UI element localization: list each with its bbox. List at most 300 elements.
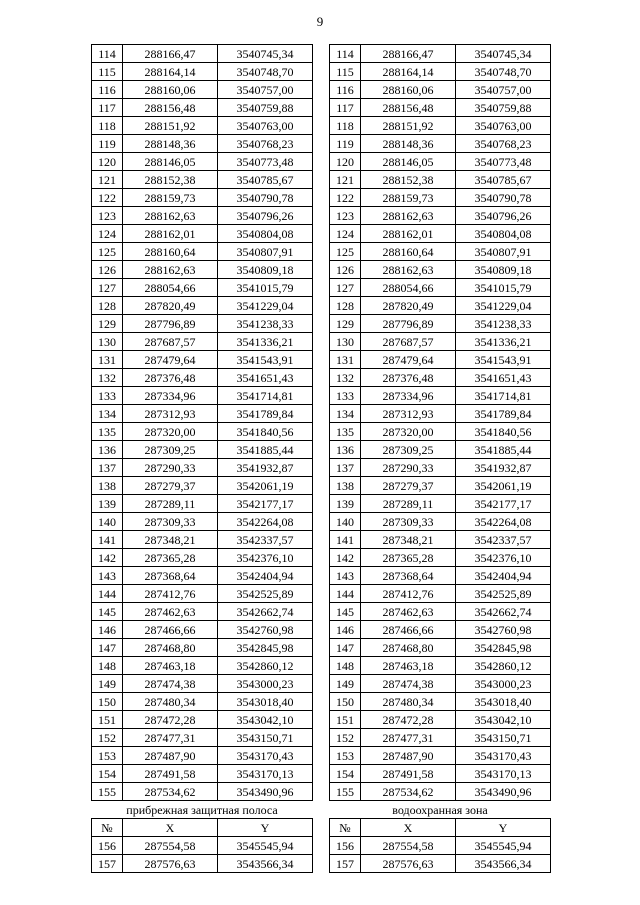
table-row <box>330 279 551 297</box>
x-coordinate-cell: 288166,47 <box>123 45 218 63</box>
table-row <box>330 513 551 531</box>
point-number-cell: 129 <box>92 315 123 333</box>
x-coordinate-cell: 287309,25 <box>123 441 218 459</box>
point-number-cell: 118 <box>330 117 361 135</box>
table-row <box>92 441 313 459</box>
table-row <box>92 495 313 513</box>
x-coordinate-cell: 287474,38 <box>123 675 218 693</box>
x-coordinate-cell: 287368,64 <box>123 567 218 585</box>
x-coordinate-cell: 287309,33 <box>123 513 218 531</box>
x-coordinate-cell: 287491,58 <box>361 765 456 783</box>
x-coordinate-cell: 287687,57 <box>361 333 456 351</box>
x-coordinate-cell: 288162,63 <box>123 261 218 279</box>
x-coordinate-cell: 287534,62 <box>123 783 218 801</box>
x-coordinate-cell: 287312,93 <box>361 405 456 423</box>
point-number-cell: 134 <box>92 405 123 423</box>
point-number-cell: 150 <box>92 693 123 711</box>
point-number-cell: 120 <box>92 153 123 171</box>
point-number-cell: 119 <box>330 135 361 153</box>
table-row <box>92 747 313 765</box>
table-row <box>330 783 551 801</box>
table-row <box>92 639 313 657</box>
y-coordinate-cell: 3540748,70 <box>456 63 551 81</box>
x-coordinate-cell: 287487,90 <box>361 747 456 765</box>
x-coordinate-cell: 287368,64 <box>361 567 456 585</box>
point-number-cell: 118 <box>92 117 123 135</box>
y-coordinate-cell: 3542376,10 <box>456 549 551 567</box>
x-coordinate-cell: 287576,63 <box>361 855 456 873</box>
table-row <box>330 423 551 441</box>
x-coordinate-cell: 287334,96 <box>123 387 218 405</box>
table-row <box>330 855 551 873</box>
y-coordinate-cell: 3542404,94 <box>218 567 313 585</box>
y-coordinate-cell: 3543170,13 <box>456 765 551 783</box>
y-coordinate-cell: 3542177,17 <box>456 495 551 513</box>
x-coordinate-cell: 287320,00 <box>123 423 218 441</box>
table-row <box>330 549 551 567</box>
y-coordinate-cell: 3543018,40 <box>218 693 313 711</box>
x-coordinate-cell: 287468,80 <box>123 639 218 657</box>
x-coordinate-cell: 287365,28 <box>123 549 218 567</box>
x-coordinate-cell: 287348,21 <box>123 531 218 549</box>
table-row <box>330 225 551 243</box>
point-number-cell: 124 <box>330 225 361 243</box>
table-row <box>92 603 313 621</box>
table-row <box>330 567 551 585</box>
table-row <box>330 729 551 747</box>
y-coordinate-cell: 3543000,23 <box>218 675 313 693</box>
x-coordinate-cell: 287491,58 <box>123 765 218 783</box>
point-number-cell: 137 <box>330 459 361 477</box>
y-coordinate-cell: 3540796,26 <box>218 207 313 225</box>
y-coordinate-cell: 3541336,21 <box>218 333 313 351</box>
x-coordinate-cell: 287376,48 <box>361 369 456 387</box>
x-coordinate-cell: 288146,05 <box>123 153 218 171</box>
y-coordinate-cell: 3540807,91 <box>218 243 313 261</box>
x-coordinate-cell: 287334,96 <box>361 387 456 405</box>
x-coordinate-cell: 287474,38 <box>361 675 456 693</box>
point-number-cell: 138 <box>92 477 123 495</box>
table-row <box>92 315 313 333</box>
table-row <box>330 189 551 207</box>
x-coordinate-cell: 288164,14 <box>361 63 456 81</box>
y-coordinate-cell: 3540804,08 <box>456 225 551 243</box>
point-number-cell: 120 <box>330 153 361 171</box>
table-row <box>92 693 313 711</box>
table-row <box>92 99 313 117</box>
point-number-cell: 124 <box>92 225 123 243</box>
x-coordinate-cell: 288162,63 <box>361 207 456 225</box>
table-row <box>330 171 551 189</box>
point-number-cell: 142 <box>92 549 123 567</box>
point-number-cell: 134 <box>330 405 361 423</box>
x-coordinate-cell: 287472,28 <box>361 711 456 729</box>
y-coordinate-cell: 3540790,78 <box>456 189 551 207</box>
table-row <box>330 585 551 603</box>
x-coordinate-cell: 287820,49 <box>123 297 218 315</box>
x-coordinate-cell: 287412,76 <box>361 585 456 603</box>
y-coordinate-cell: 3540759,88 <box>218 99 313 117</box>
y-coordinate-cell: 3542662,74 <box>218 603 313 621</box>
y-coordinate-cell: 3542860,12 <box>456 657 551 675</box>
y-coordinate-cell: 3541651,43 <box>456 369 551 387</box>
y-coordinate-cell: 3541015,79 <box>456 279 551 297</box>
point-number-cell: 148 <box>92 657 123 675</box>
point-number-cell: 139 <box>330 495 361 513</box>
x-coordinate-cell: 287554,58 <box>361 837 456 855</box>
section-caption-row <box>330 801 551 819</box>
y-coordinate-cell: 3543042,10 <box>218 711 313 729</box>
point-number-cell: 136 <box>92 441 123 459</box>
point-number-cell: 125 <box>330 243 361 261</box>
point-number-cell: 127 <box>330 279 361 297</box>
x-coordinate-cell: 288152,38 <box>123 171 218 189</box>
table-row <box>330 531 551 549</box>
point-number-cell: 123 <box>92 207 123 225</box>
table-row <box>330 81 551 99</box>
x-coordinate-cell: 287820,49 <box>361 297 456 315</box>
x-coordinate-cell: 287365,28 <box>361 549 456 567</box>
table-row <box>330 621 551 639</box>
point-number-cell: 123 <box>330 207 361 225</box>
x-coordinate-cell: 287309,25 <box>361 441 456 459</box>
table-row <box>92 351 313 369</box>
x-coordinate-cell: 288156,48 <box>123 99 218 117</box>
point-number-cell: 135 <box>92 423 123 441</box>
y-coordinate-cell: 3540796,26 <box>456 207 551 225</box>
table-row <box>92 459 313 477</box>
x-coordinate-cell: 287289,11 <box>361 495 456 513</box>
table-row <box>330 333 551 351</box>
point-number-cell: 116 <box>330 81 361 99</box>
point-number-cell: 147 <box>330 639 361 657</box>
y-coordinate-cell: 3542845,98 <box>218 639 313 657</box>
y-column-header: Y <box>218 819 313 837</box>
point-number-cell: 122 <box>330 189 361 207</box>
x-coordinate-cell: 287796,89 <box>361 315 456 333</box>
x-coordinate-cell: 287312,93 <box>123 405 218 423</box>
table-row <box>330 297 551 315</box>
table-row <box>92 621 313 639</box>
y-coordinate-cell: 3543018,40 <box>456 693 551 711</box>
x-coordinate-cell: 287479,64 <box>361 351 456 369</box>
point-number-cell: 138 <box>330 477 361 495</box>
y-coordinate-cell: 3540745,34 <box>456 45 551 63</box>
coordinates-table-left <box>91 44 313 873</box>
y-coordinate-cell: 3540748,70 <box>218 63 313 81</box>
point-number-cell: 139 <box>92 495 123 513</box>
y-coordinate-cell: 3541840,56 <box>218 423 313 441</box>
y-coordinate-cell: 3540757,00 <box>218 81 313 99</box>
table-row <box>330 63 551 81</box>
y-coordinate-cell: 3541238,33 <box>456 315 551 333</box>
x-coordinate-cell: 287462,63 <box>361 603 456 621</box>
point-number-cell: 153 <box>330 747 361 765</box>
x-coordinate-cell: 287279,37 <box>123 477 218 495</box>
point-number-cell: 119 <box>92 135 123 153</box>
point-number-cell: 149 <box>92 675 123 693</box>
x-coordinate-cell: 288162,63 <box>361 261 456 279</box>
table-row <box>330 315 551 333</box>
table-row <box>330 495 551 513</box>
x-coordinate-cell: 288166,47 <box>361 45 456 63</box>
table-row <box>92 765 313 783</box>
y-coordinate-cell: 3543000,23 <box>456 675 551 693</box>
point-number-cell: 154 <box>92 765 123 783</box>
point-number-cell: 145 <box>92 603 123 621</box>
point-number-cell: 157 <box>92 855 123 873</box>
point-number-cell: 117 <box>330 99 361 117</box>
x-coordinate-cell: 287279,37 <box>361 477 456 495</box>
point-number-cell: 156 <box>330 837 361 855</box>
point-number-cell: 127 <box>92 279 123 297</box>
point-number-cell: 144 <box>92 585 123 603</box>
x-coordinate-cell: 287290,33 <box>361 459 456 477</box>
point-number-cell: 151 <box>92 711 123 729</box>
point-number-cell: 125 <box>92 243 123 261</box>
point-number-cell: 140 <box>330 513 361 531</box>
y-coordinate-cell: 3543170,13 <box>218 765 313 783</box>
y-coordinate-cell: 3541336,21 <box>456 333 551 351</box>
x-coordinate-cell: 287348,21 <box>361 531 456 549</box>
y-coordinate-cell: 3543170,43 <box>456 747 551 765</box>
x-column-header: X <box>123 819 218 837</box>
x-coordinate-cell: 287468,80 <box>361 639 456 657</box>
table-row <box>92 531 313 549</box>
y-coordinate-cell: 3542760,98 <box>456 621 551 639</box>
y-column-header: Y <box>456 819 551 837</box>
table-row <box>92 549 313 567</box>
y-coordinate-cell: 3542061,19 <box>456 477 551 495</box>
point-number-cell: 149 <box>330 675 361 693</box>
point-number-cell: 114 <box>330 45 361 63</box>
table-row <box>92 675 313 693</box>
point-number-cell: 133 <box>330 387 361 405</box>
table-row <box>92 711 313 729</box>
y-coordinate-cell: 3541238,33 <box>218 315 313 333</box>
y-coordinate-cell: 3540809,18 <box>456 261 551 279</box>
y-coordinate-cell: 3540763,00 <box>456 117 551 135</box>
y-coordinate-cell: 3542264,08 <box>218 513 313 531</box>
table-row <box>92 189 313 207</box>
point-number-cell: 152 <box>330 729 361 747</box>
point-number-cell: 135 <box>330 423 361 441</box>
point-number-cell: 121 <box>330 171 361 189</box>
table-row <box>330 243 551 261</box>
point-number-cell: 133 <box>92 387 123 405</box>
table-row <box>330 351 551 369</box>
point-number-cell: 126 <box>92 261 123 279</box>
table-row <box>330 441 551 459</box>
y-coordinate-cell: 3543490,96 <box>218 783 313 801</box>
table-row <box>330 207 551 225</box>
y-coordinate-cell: 3542760,98 <box>218 621 313 639</box>
table-body <box>92 45 313 873</box>
number-column-header: № <box>330 819 361 837</box>
table-row <box>92 567 313 585</box>
x-coordinate-cell: 287477,31 <box>361 729 456 747</box>
y-coordinate-cell: 3541714,81 <box>456 387 551 405</box>
y-coordinate-cell: 3540763,00 <box>218 117 313 135</box>
y-coordinate-cell: 3545545,94 <box>218 837 313 855</box>
table-row <box>330 459 551 477</box>
x-coordinate-cell: 287320,00 <box>361 423 456 441</box>
point-number-cell: 136 <box>330 441 361 459</box>
table-row <box>92 117 313 135</box>
point-number-cell: 146 <box>330 621 361 639</box>
x-coordinate-cell: 287462,63 <box>123 603 218 621</box>
y-coordinate-cell: 3541229,04 <box>456 297 551 315</box>
point-number-cell: 131 <box>92 351 123 369</box>
table-row <box>92 783 313 801</box>
point-number-cell: 144 <box>330 585 361 603</box>
table-row <box>92 207 313 225</box>
point-number-cell: 157 <box>330 855 361 873</box>
y-coordinate-cell: 3541651,43 <box>218 369 313 387</box>
page-number: 9 <box>316 14 324 29</box>
x-coordinate-cell: 288156,48 <box>361 99 456 117</box>
y-coordinate-cell: 3540759,88 <box>456 99 551 117</box>
point-number-cell: 143 <box>92 567 123 585</box>
table-row <box>330 765 551 783</box>
point-number-cell: 153 <box>92 747 123 765</box>
y-coordinate-cell: 3541885,44 <box>456 441 551 459</box>
point-number-cell: 155 <box>330 783 361 801</box>
point-number-cell: 132 <box>330 369 361 387</box>
x-coordinate-cell: 288151,92 <box>123 117 218 135</box>
point-number-cell: 132 <box>92 369 123 387</box>
table-row <box>92 405 313 423</box>
table-row <box>92 279 313 297</box>
x-coordinate-cell: 287796,89 <box>123 315 218 333</box>
point-number-cell: 130 <box>92 333 123 351</box>
y-coordinate-cell: 3540790,78 <box>218 189 313 207</box>
y-coordinate-cell: 3540804,08 <box>218 225 313 243</box>
point-number-cell: 156 <box>92 837 123 855</box>
y-coordinate-cell: 3541789,84 <box>456 405 551 423</box>
x-coordinate-cell: 287576,63 <box>123 855 218 873</box>
y-coordinate-cell: 3541015,79 <box>218 279 313 297</box>
point-number-cell: 150 <box>330 693 361 711</box>
table-body <box>330 45 551 873</box>
table-row <box>92 297 313 315</box>
coordinates-table-right <box>329 44 551 873</box>
y-coordinate-cell: 3542860,12 <box>218 657 313 675</box>
point-number-cell: 151 <box>330 711 361 729</box>
point-number-cell: 154 <box>330 765 361 783</box>
point-number-cell: 128 <box>330 297 361 315</box>
point-number-cell: 141 <box>330 531 361 549</box>
point-number-cell: 140 <box>92 513 123 531</box>
table-row <box>92 63 313 81</box>
x-coordinate-cell: 288160,06 <box>361 81 456 99</box>
y-coordinate-cell: 3542061,19 <box>218 477 313 495</box>
y-coordinate-cell: 3542845,98 <box>456 639 551 657</box>
x-coordinate-cell: 287466,66 <box>361 621 456 639</box>
y-coordinate-cell: 3542525,89 <box>456 585 551 603</box>
y-coordinate-cell: 3541789,84 <box>218 405 313 423</box>
table-row <box>92 387 313 405</box>
x-coordinate-cell: 288162,01 <box>361 225 456 243</box>
y-coordinate-cell: 3541229,04 <box>218 297 313 315</box>
point-number-cell: 122 <box>92 189 123 207</box>
table-row <box>330 387 551 405</box>
section-caption: прибрежная защитная полоса <box>92 801 313 819</box>
table-row <box>330 99 551 117</box>
y-coordinate-cell: 3542337,57 <box>218 531 313 549</box>
point-number-cell: 145 <box>330 603 361 621</box>
x-coordinate-cell: 287289,11 <box>123 495 218 513</box>
x-coordinate-cell: 287554,58 <box>123 837 218 855</box>
table-row <box>92 81 313 99</box>
table-row <box>92 855 313 873</box>
table-row <box>92 261 313 279</box>
point-number-cell: 129 <box>330 315 361 333</box>
y-coordinate-cell: 3542662,74 <box>456 603 551 621</box>
y-coordinate-cell: 3540785,67 <box>218 171 313 189</box>
y-coordinate-cell: 3542525,89 <box>218 585 313 603</box>
table-row <box>92 225 313 243</box>
x-coordinate-cell: 288162,63 <box>123 207 218 225</box>
x-coordinate-cell: 287487,90 <box>123 747 218 765</box>
x-coordinate-cell: 288160,06 <box>123 81 218 99</box>
point-number-cell: 152 <box>92 729 123 747</box>
point-number-cell: 137 <box>92 459 123 477</box>
point-number-cell: 143 <box>330 567 361 585</box>
y-coordinate-cell: 3543150,71 <box>456 729 551 747</box>
y-coordinate-cell: 3543042,10 <box>456 711 551 729</box>
x-coordinate-cell: 288151,92 <box>361 117 456 135</box>
y-coordinate-cell: 3540807,91 <box>456 243 551 261</box>
x-coordinate-cell: 288148,36 <box>123 135 218 153</box>
header-row <box>92 819 313 837</box>
y-coordinate-cell: 3540785,67 <box>456 171 551 189</box>
table-row <box>92 333 313 351</box>
table-row <box>330 639 551 657</box>
point-number-cell: 141 <box>92 531 123 549</box>
x-coordinate-cell: 288162,01 <box>123 225 218 243</box>
y-coordinate-cell: 3543490,96 <box>456 783 551 801</box>
table-row <box>92 369 313 387</box>
point-number-cell: 115 <box>330 63 361 81</box>
y-coordinate-cell: 3543566,34 <box>218 855 313 873</box>
table-row <box>330 405 551 423</box>
y-coordinate-cell: 3542177,17 <box>218 495 313 513</box>
table-row <box>330 747 551 765</box>
table-row <box>92 135 313 153</box>
table-row <box>330 693 551 711</box>
y-coordinate-cell: 3542404,94 <box>456 567 551 585</box>
x-coordinate-cell: 288159,73 <box>123 189 218 207</box>
point-number-cell: 155 <box>92 783 123 801</box>
table-row <box>92 171 313 189</box>
point-number-cell: 128 <box>92 297 123 315</box>
point-number-cell: 142 <box>330 549 361 567</box>
y-coordinate-cell: 3541714,81 <box>218 387 313 405</box>
point-number-cell: 148 <box>330 657 361 675</box>
x-coordinate-cell: 287309,33 <box>361 513 456 531</box>
x-coordinate-cell: 287477,31 <box>123 729 218 747</box>
section-caption: водоохранная зона <box>330 801 551 819</box>
y-coordinate-cell: 3541840,56 <box>456 423 551 441</box>
y-coordinate-cell: 3540745,34 <box>218 45 313 63</box>
y-coordinate-cell: 3542264,08 <box>456 513 551 531</box>
table-row <box>330 45 551 63</box>
x-coordinate-cell: 287412,76 <box>123 585 218 603</box>
x-coordinate-cell: 288054,66 <box>123 279 218 297</box>
table-row <box>330 477 551 495</box>
table-row <box>92 153 313 171</box>
